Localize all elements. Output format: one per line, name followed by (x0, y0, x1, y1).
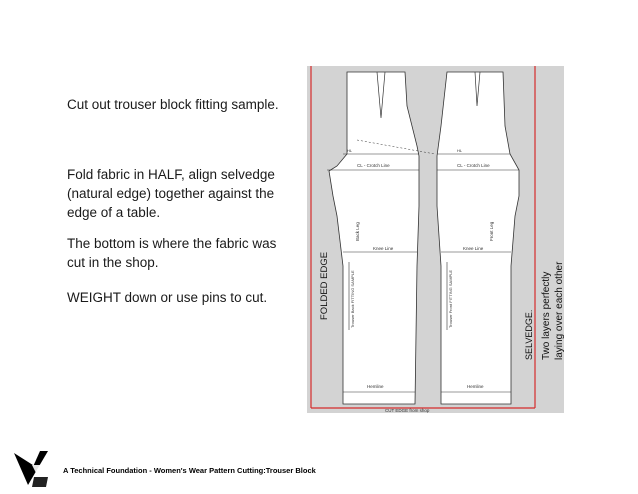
front-crotch-label: CL - Crotch Line (457, 163, 490, 168)
v-logo-icon (12, 447, 52, 489)
instruction-fold-fabric: Fold fabric in HALF, align selvedge (natural edge) together against the edge of a table. (67, 167, 275, 220)
back-knee-label: Knee Line (373, 246, 394, 251)
svg-text:FOLDED EDGE: FOLDED EDGE (319, 251, 330, 320)
instruction-bottom-edge: The bottom is where the fabric was cut in the shop. (67, 236, 277, 270)
layers-line-2: laying over each other (554, 261, 565, 360)
instruction-cut-out: Cut out trouser block fitting sample. (67, 97, 279, 112)
selvedge-label-group (515, 250, 575, 370)
back-hemline-label: Hemline (367, 384, 384, 389)
back-crotch-label: CL - Crotch Line (357, 163, 390, 168)
front-leg-label: Front Leg (489, 221, 494, 241)
instruction-weight-down: WEIGHT down or use pins to cut. (67, 290, 268, 305)
back-leg-label: Back Leg (355, 222, 360, 241)
layers-line-1: Two layers perfectly (541, 271, 552, 360)
cut-edge-label: CUT EDGE from shop (385, 408, 430, 413)
folded-edge-label (305, 232, 345, 322)
front-grain-label: Trouser Front FITTING SAMPLE (448, 269, 453, 328)
footer-caption: A Technical Foundation - Women's Wear Pattern Cutting:Trouser Block (63, 466, 316, 475)
front-hl-label: HL (457, 148, 463, 153)
front-knee-label: Knee Line (463, 246, 484, 251)
front-hemline-label: Hemline (467, 384, 484, 389)
back-hl-label: HL (347, 148, 353, 153)
back-grain-label: Trouser Back FITTING SAMPLE (350, 270, 355, 328)
selvedge-label: SELVEDGE. (524, 309, 534, 360)
front-trouser-piece (437, 72, 519, 404)
